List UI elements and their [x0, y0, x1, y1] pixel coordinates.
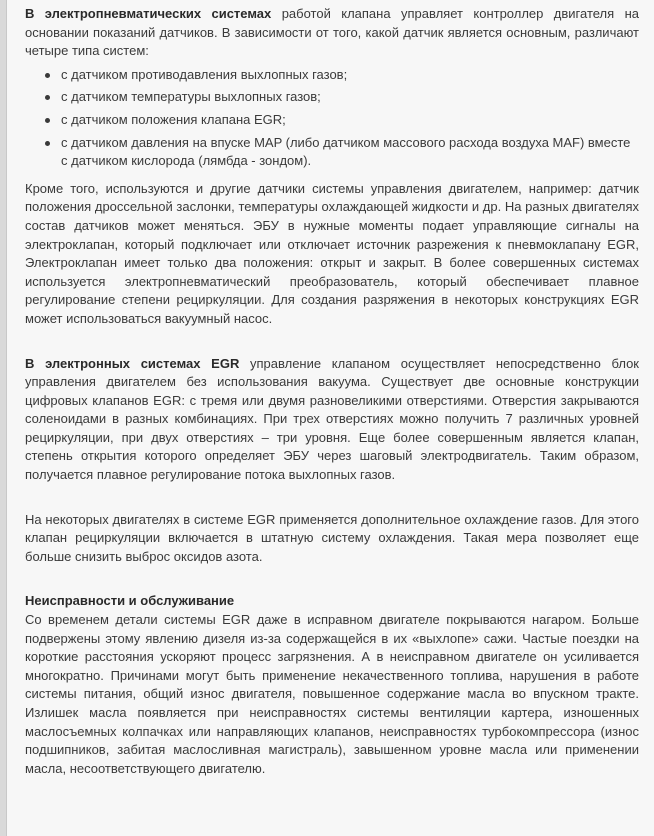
- list-item-text: с датчиком температуры выхлопных газов;: [61, 89, 321, 105]
- list-item: [61, 66, 639, 85]
- intro-bold-term: В электропневматических системах: [25, 6, 272, 21]
- list-item-text: с датчиком положения клапана EGR;: [61, 111, 286, 127]
- list-item: [61, 111, 639, 130]
- list-item: [61, 134, 639, 171]
- other-sensors-paragraph: Кроме того, используются и другие датчики системы управления двигателем, например: датчик положения дроссельной заслонки, температуры охлаждающей жидкости и др. На разных двигателях состав датчиков может меняться. ЭБУ в нужные моменты подает управляющие сигналы на электроклапан, который подключает или отключает источник разрежения к пневмоклапану EGR, Электроклапан имеет только два положения: открыт и закрыт. В более совершенных системах используется электропневматический преобразователь, который обеспечивает плавное регулирование степени рециркуляции. Для создания разряжения в некоторых конструкциях EGR может использоваться вакуумный насос.: [25, 180, 639, 326]
- bullet-icon: [45, 118, 50, 123]
- intro-text: работой клапана управляет контроллер двигателя на основании показаний датчиков. В зависимости от того, какой датчик является основным, различают четыре типа систем:: [25, 6, 639, 59]
- list-item: [61, 88, 639, 107]
- electronic-text: управление клапаном осуществляет непосредственно блок управления двигателем без использования вакуума. Существует две основные конструкции цифровых клапанов EGR: с тремя или двумя разновеликими отверстиями. Отверстия закрываются соленоидами в разных комбинациях. При трех отверстиях можно получить 7 различных уровней рециркуляции, при двух отверстиях – три уровня. Еще более совершенным является клапан, степень открытия которого определяет ЭБУ через шаговый электродвигатель. Таким образом, получается плавное регулирование потока выхлопных газов.: [25, 355, 639, 483]
- cooling-paragraph: На некоторых двигателях в системе EGR применяется дополнительное охлаждение газов. Для этого клапан рециркуляции включается в штатную систему охлаждения. Такая мера позволяет еще больше снизить выброс оксидов азота.: [25, 511, 639, 564]
- bullet-icon: [45, 73, 50, 78]
- bullet-icon: [45, 141, 50, 146]
- list-item-text: с датчиком давления на впуске MAP (либо датчиком массового расхода воздуха MAF) вместе с датчиком кислорода (лямбда - зондом).: [61, 134, 631, 169]
- faults-heading: Неисправности и обслуживание: [25, 593, 235, 609]
- sensor-types-list: [25, 66, 639, 171]
- list-item-text: с датчиком противодавления выхлопных газов;: [61, 66, 348, 82]
- faults-paragraph: [25, 592, 639, 778]
- intro-paragraph: [25, 5, 639, 61]
- article-page: [6, 0, 654, 836]
- electronic-bold-term: В электронных системах EGR: [25, 355, 240, 371]
- electronic-systems-paragraph: [25, 355, 639, 485]
- faults-text: Со временем детали системы EGR даже в исправном двигателе покрываются нагаром. Больше подвержены этому явлению дизеля из-за содержащейся в их «выхлопе» сажи. Частые поездки на короткие расстояния ускоряют процесс загрязнения. А в неисправном двигателе он усиливается многократно. Причинами могут быть применение некачественного топлива, нарушения в работе системы питания, общий износ двигателя, повышенное содержание масла во впускном тракте. Излишек масла появляется при неисправностях системы вентиляции картера, изношенных маслосъемных колпачках или направляющих клапанов, неисправностях турбокомпрессора (износ подшипников, забитая маслосливная магистраль), завышенном уровне масла или применении масла, несоответствующего двигателю.: [25, 612, 639, 776]
- bullet-icon: [45, 95, 50, 100]
- article-content: [25, 5, 639, 778]
